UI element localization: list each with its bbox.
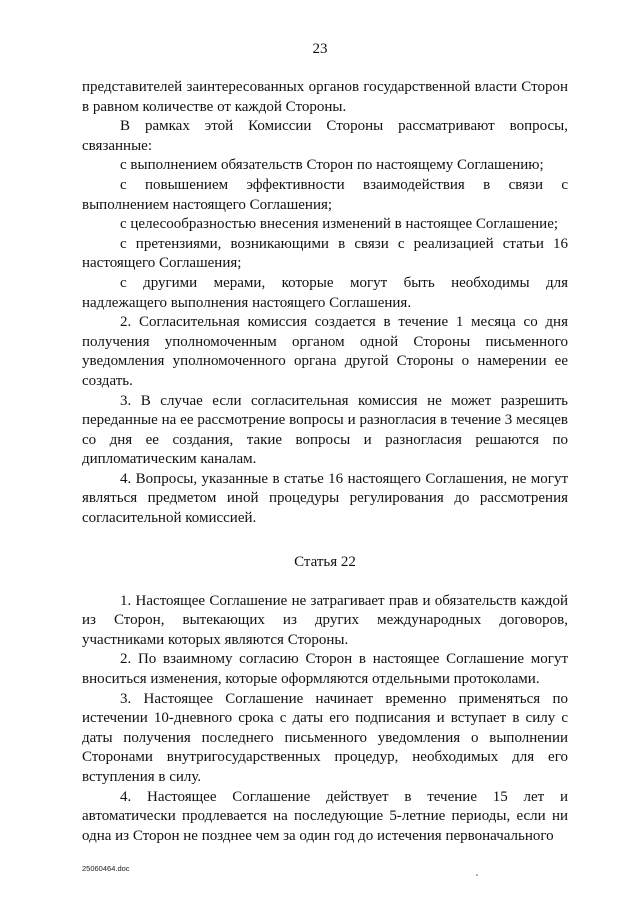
footer-filename: 25060464.doc bbox=[82, 864, 130, 873]
paragraph-clause-4: 4. Вопросы, указанные в статье 16 настоящего Соглашения, не могут являться предметом иной процедуры регулирования до рассмотрения согласительной комиссией. bbox=[82, 470, 568, 527]
document-body bbox=[82, 78, 568, 846]
scan-speck bbox=[476, 874, 478, 876]
article-22-clause-1: 1. Настоящее Соглашение не затрагивает прав и обязательств каждой из Сторон, вытекающих из других международных договоров, участниками которых являются Стороны. bbox=[82, 592, 568, 648]
paragraph-continuation: представителей заинтересованных органов государственной власти Сторон в равном количестве от каждой Стороны. bbox=[82, 79, 568, 115]
paragraph-commission-issues: В рамках этой Комиссии Стороны рассматривают вопросы, связанные: bbox=[82, 118, 568, 154]
paragraph-issue-efficiency: с повышением эффективности взаимодействия в связи с выполнением настоящего Соглашения; bbox=[82, 176, 568, 213]
page-number: 23 bbox=[312, 41, 328, 57]
paragraph-issue-obligations: с выполнением обязательств Сторон по настоящему Соглашению; bbox=[120, 157, 544, 174]
article-22-clause-4: 4. Настоящее Соглашение действует в течение 15 лет и автоматически продлевается на последующие 5-летние периоды, если ни одна из Сторон не позднее чем за один год до истечения первоначального bbox=[82, 788, 568, 844]
article-22-clause-2: 2. По взаимному согласию Сторон в настоящее Соглашение могут вноситься изменения, которые оформляются отдельными протоколами. bbox=[82, 651, 568, 688]
paragraph-issue-amendments: с целесообразностью внесения изменений в настоящее Соглашение; bbox=[120, 216, 559, 233]
paragraph-issue-other-measures: с другими мерами, которые могут быть необходимы для надлежащего выполнения настоящего Соглашения. bbox=[82, 274, 568, 311]
article-22-clause-3: 3. Настоящее Соглашение начинает временно применяться по истечении 10-дневного срока с даты его подписания и вступает в силу с даты получения последнего письменного уведомления о выполнении Сторонами внутригосударственных процедур, необходимых для его вступления в силу. bbox=[82, 690, 568, 785]
paragraph-clause-2: 2. Согласительная комиссия создается в течение 1 месяца со дня получения уполномоченным органом одной Стороны письменного уведомления уполномоченного органа другой Стороны о намерении ее создать. bbox=[82, 314, 568, 389]
article-heading: Статья 22 bbox=[294, 553, 356, 570]
paragraph-issue-claims: с претензиями, возникающими в связи с реализацией статьи 16 настоящего Соглашения; bbox=[82, 235, 568, 272]
paragraph-clause-3: 3. В случае если согласительная комиссия не может разрешить переданные на ее рассмотрение вопросы и разногласия в течение 3 месяцев со дня ее создания, такие вопросы и разногласия решаются по дипломатическим каналам. bbox=[82, 392, 568, 468]
